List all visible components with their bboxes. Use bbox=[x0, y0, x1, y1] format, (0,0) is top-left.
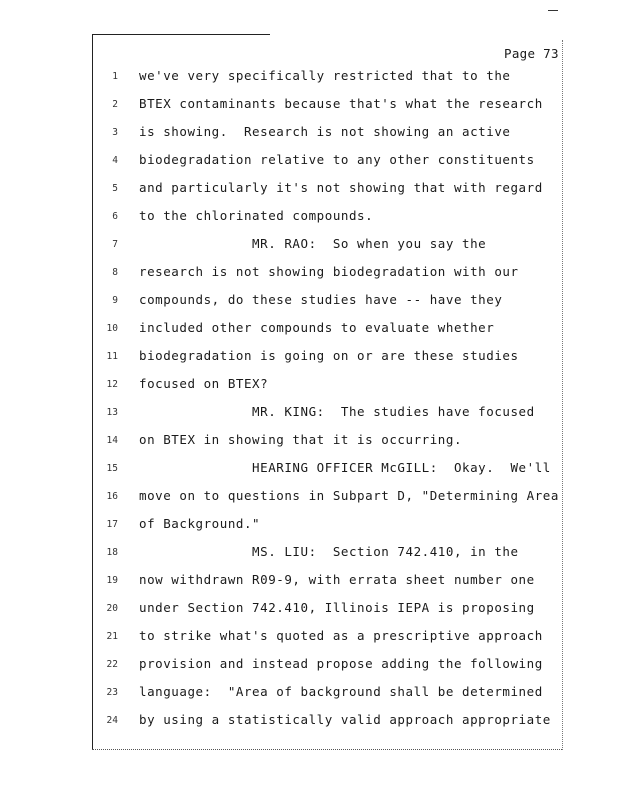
transcript-line bbox=[0, 68, 560, 88]
transcript-line bbox=[0, 124, 560, 144]
line-number: 3 bbox=[112, 127, 118, 138]
line-text: BTEX contaminants because that's what the research bbox=[139, 96, 543, 111]
line-text: to strike what's quoted as a prescriptive approach bbox=[139, 628, 543, 643]
line-text: compounds, do these studies have -- have they bbox=[139, 292, 503, 307]
line-number: 7 bbox=[112, 239, 118, 250]
transcript-line bbox=[0, 348, 560, 368]
transcript-line bbox=[0, 208, 560, 228]
line-text: language: "Area of background shall be determined bbox=[139, 684, 543, 699]
transcript-line bbox=[0, 376, 560, 396]
line-number: 6 bbox=[112, 211, 118, 222]
transcript-line bbox=[0, 684, 560, 704]
line-text: of Background." bbox=[139, 516, 261, 531]
line-text: biodegradation is going on or are these studies bbox=[139, 348, 519, 363]
bottom-border-line bbox=[92, 749, 562, 750]
transcript-line bbox=[0, 152, 560, 172]
transcript-line bbox=[0, 96, 560, 116]
line-number: 8 bbox=[112, 267, 118, 278]
transcript-line bbox=[0, 572, 560, 592]
line-number: 10 bbox=[106, 323, 118, 334]
line-number: 23 bbox=[106, 687, 118, 698]
right-margin-line bbox=[562, 40, 563, 750]
transcript-line bbox=[0, 292, 560, 312]
line-number: 1 bbox=[112, 71, 118, 82]
transcript-line bbox=[0, 488, 560, 508]
line-number: 2 bbox=[112, 99, 118, 110]
line-text: HEARING OFFICER McGILL: Okay. We'll bbox=[139, 460, 551, 475]
transcript-line bbox=[0, 544, 560, 564]
line-text: on BTEX in showing that it is occurring. bbox=[139, 432, 463, 447]
line-number: 22 bbox=[106, 659, 118, 670]
line-text: biodegradation relative to any other constituents bbox=[139, 152, 535, 167]
line-text: MR. RAO: So when you say the bbox=[139, 236, 487, 251]
corner-mark bbox=[548, 10, 558, 11]
line-text: is showing. Research is not showing an active bbox=[139, 124, 511, 139]
line-text: focused on BTEX? bbox=[139, 376, 269, 391]
line-text: MR. KING: The studies have focused bbox=[139, 404, 535, 419]
line-number: 20 bbox=[106, 603, 118, 614]
line-number: 24 bbox=[106, 715, 118, 726]
transcript-line bbox=[0, 516, 560, 536]
line-number: 17 bbox=[106, 519, 118, 530]
line-number: 4 bbox=[112, 155, 118, 166]
line-number: 21 bbox=[106, 631, 118, 642]
transcript-line bbox=[0, 180, 560, 200]
transcript-line bbox=[0, 628, 560, 648]
line-text: by using a statistically valid approach appropriate bbox=[139, 712, 551, 727]
page-number: Page 73 bbox=[504, 46, 559, 61]
line-number: 16 bbox=[106, 491, 118, 502]
transcript-line bbox=[0, 600, 560, 620]
line-text: to the chlorinated compounds. bbox=[139, 208, 374, 223]
line-number: 19 bbox=[106, 575, 118, 586]
line-number: 12 bbox=[106, 379, 118, 390]
line-text: we've very specifically restricted that to the bbox=[139, 68, 511, 83]
line-text: MS. LIU: Section 742.410, in the bbox=[139, 544, 519, 559]
line-number: 5 bbox=[112, 183, 118, 194]
transcript-line bbox=[0, 236, 560, 256]
line-number: 13 bbox=[106, 407, 118, 418]
transcript-line bbox=[0, 404, 560, 424]
line-text: included other compounds to evaluate whether bbox=[139, 320, 495, 335]
transcript-line bbox=[0, 656, 560, 676]
transcript-line bbox=[0, 432, 560, 452]
transcript-line bbox=[0, 264, 560, 284]
line-number: 18 bbox=[106, 547, 118, 558]
line-text: provision and instead propose adding the following bbox=[139, 656, 543, 671]
line-number: 14 bbox=[106, 435, 118, 446]
line-number: 9 bbox=[112, 295, 118, 306]
line-text: now withdrawn R09-9, with errata sheet number one bbox=[139, 572, 535, 587]
line-text: move on to questions in Subpart D, "Determining Area bbox=[139, 488, 559, 503]
line-number: 15 bbox=[106, 463, 118, 474]
line-number: 11 bbox=[106, 351, 118, 362]
transcript-line bbox=[0, 460, 560, 480]
transcript-line bbox=[0, 712, 560, 732]
top-border-line bbox=[92, 34, 270, 35]
transcript-line bbox=[0, 320, 560, 340]
line-text: under Section 742.410, Illinois IEPA is proposing bbox=[139, 600, 535, 615]
line-text: and particularly it's not showing that with regard bbox=[139, 180, 543, 195]
line-text: research is not showing biodegradation with our bbox=[139, 264, 519, 279]
